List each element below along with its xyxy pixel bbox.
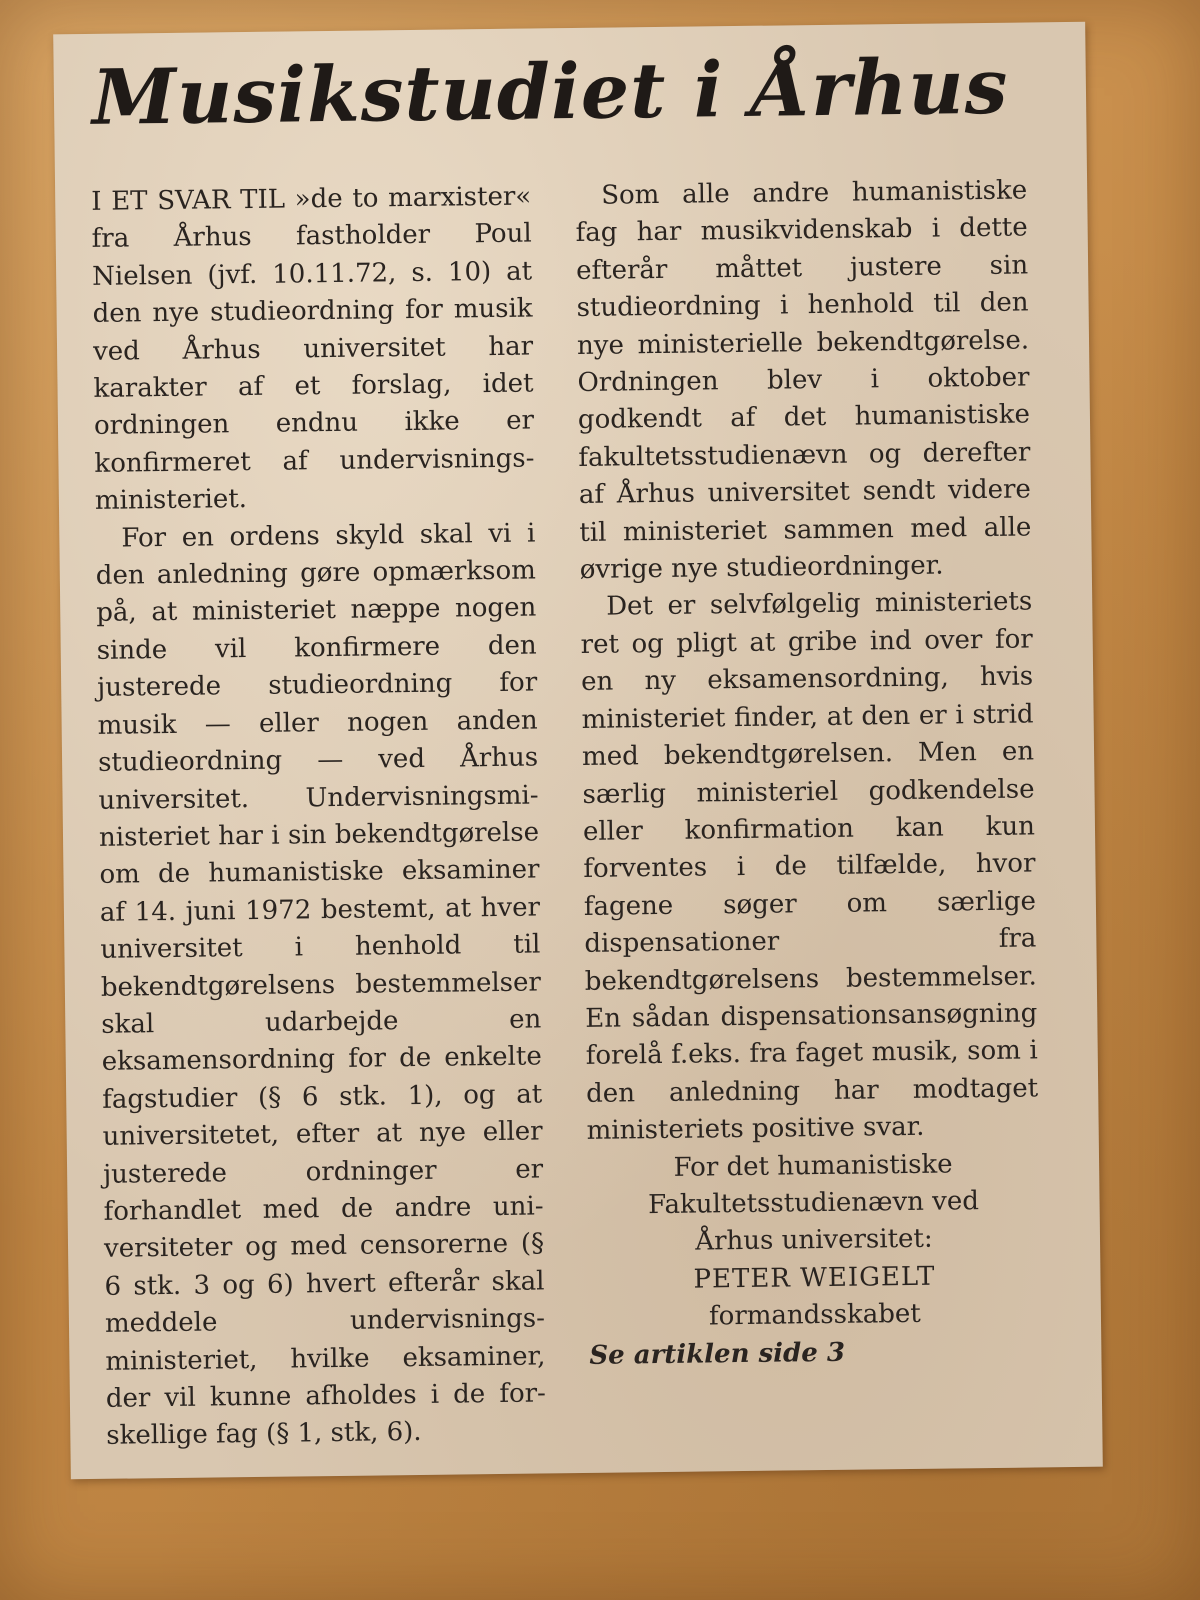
- left-paragraph-1: I ET SVAR TIL »de to marxister« fra Århus fastholder Poul Nielsen (jvf. 10.11.72, s. 10) at den nye studieordning for musik ved Århus universitet har karakter af et forslag, idet ordningen endnu ikke er konfirmeret af undervisningsministeriet.: [91, 181, 535, 517]
- left-paragraph-2: For en ordens skyld skal vi i den anledning gøre opmærksom på, at ministeriet næppe nogen sinde vil konfirmere den justerede studieordning for musik — eller nogen anden studieordning — ved Århus universitet. Undervisningsministeriet har i sin bekendtgørelse om de humanistiske eksaminer af 14. juni 1972 bestemt, at hver universitet i henhold til bekendtgørelsens bestemmelser skal udarbejde en eksamensordning for de enkelte fagstudier (§ 6 stk. 1), og at universitetet, efter at nye eller justerede ordninger er forhandlet med de andre universiteter og med censorerne (§ 6 stk. 3 og 6) hvert efterår skal meddele undervisningsministeriet, hvilke eksaminer, der vil kunne afholdes i de forskellige fag (§ 1, stk, 6).: [95, 518, 547, 1452]
- see-also-reference: Se artiklen side 3: [589, 1337, 846, 1371]
- right-paragraph-1: Som alle andre humanistiske fag har musikvidenskab i dette efterår måttet justere sin studieordning i henhold til den nye ministerielle bekendtgørelse. Ordningen blev i oktober godkendt af det humanistiske fakultetsstudienævn og derefter af Århus universitet sendt videre til ministeriet sammen med alle øvrige nye studieordninger.: [575, 175, 1032, 586]
- newspaper-clipping: [53, 22, 1103, 1480]
- signature-role: formandsskabet: [708, 1299, 921, 1332]
- right-column: [575, 172, 1042, 1374]
- left-column: [91, 179, 547, 1456]
- headline: Musikstudiet i Århus: [91, 41, 1009, 142]
- signature-line-3: Århus universitet:: [695, 1224, 933, 1257]
- signature-name: PETER WEIGELT: [693, 1261, 936, 1295]
- right-paragraph-2: Det er selvfølgelig ministeriets ret og pligt at gribe ind over for en ny eksamensordning, hvis ministeriet finder, at den er i strid med bekendtgørelsen. Men en særlig ministeriel godkendelse eller konfirmation kan kun forventes i de tilfælde, hvor fagene søger om særlige dispensationer fra bekendtgørelsens bestemmelser. En sådan dispensationsansøgning forelå f.eks. fra faget musik, som i den anledning har modtaget ministeriets positive svar.: [580, 586, 1039, 1147]
- signature-line-2: Fakultetsstudienævn ved: [648, 1186, 980, 1221]
- signature-line-1: For det humanistiske: [673, 1149, 953, 1183]
